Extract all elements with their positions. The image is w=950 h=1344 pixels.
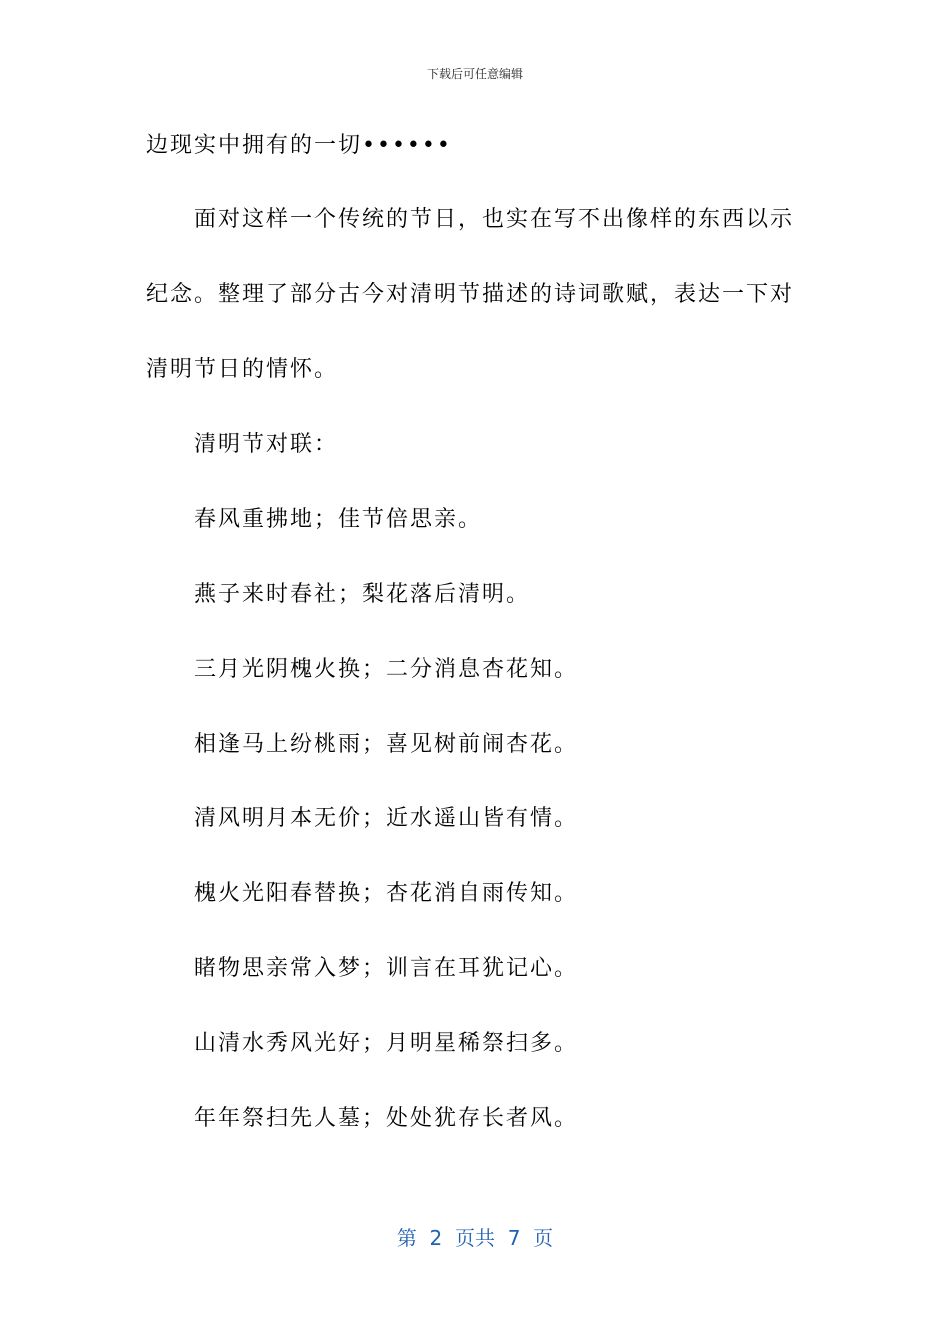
- couplet-line-8: 山清水秀风光好；月明星稀祭扫多。: [194, 1031, 579, 1056]
- couplet-line-1: 春风重拂地；佳节倍思亲。: [194, 507, 483, 532]
- couplet-line-4: 相逢马上纷桃雨；喜见树前闹杏花。: [194, 732, 579, 757]
- page-header: 下载后可任意编辑: [426, 67, 523, 81]
- couplet-heading: 清明节对联：: [194, 432, 339, 457]
- couplet-line-5: 清风明月本无价；近水遥山皆有情。: [194, 806, 579, 831]
- text-line-1: 边现实中拥有的一切••••••: [146, 133, 452, 158]
- text-line-4: 清明节日的情怀。: [146, 357, 339, 382]
- couplet-line-3: 三月光阴槐火换；二分消息杏花知。: [194, 657, 579, 682]
- couplet-line-7: 睹物思亲常入梦；训言在耳犹记心。: [194, 956, 579, 981]
- text-line-2: 面对这样一个传统的节日，也实在写不出像样的东西以示: [194, 207, 795, 232]
- page-number-footer: 第 2 页共 7 页: [396, 1226, 554, 1250]
- text-line-3: 纪念。整理了部分古今对清明节描述的诗词歌赋，表达一下对: [146, 282, 795, 307]
- couplet-line-6: 槐火光阳春替换；杏花消自雨传知。: [194, 881, 579, 906]
- couplet-line-9: 年年祭扫先人墓；处处犹存长者风。: [194, 1106, 579, 1131]
- couplet-line-2: 燕子来时春社；梨花落后清明。: [194, 582, 531, 607]
